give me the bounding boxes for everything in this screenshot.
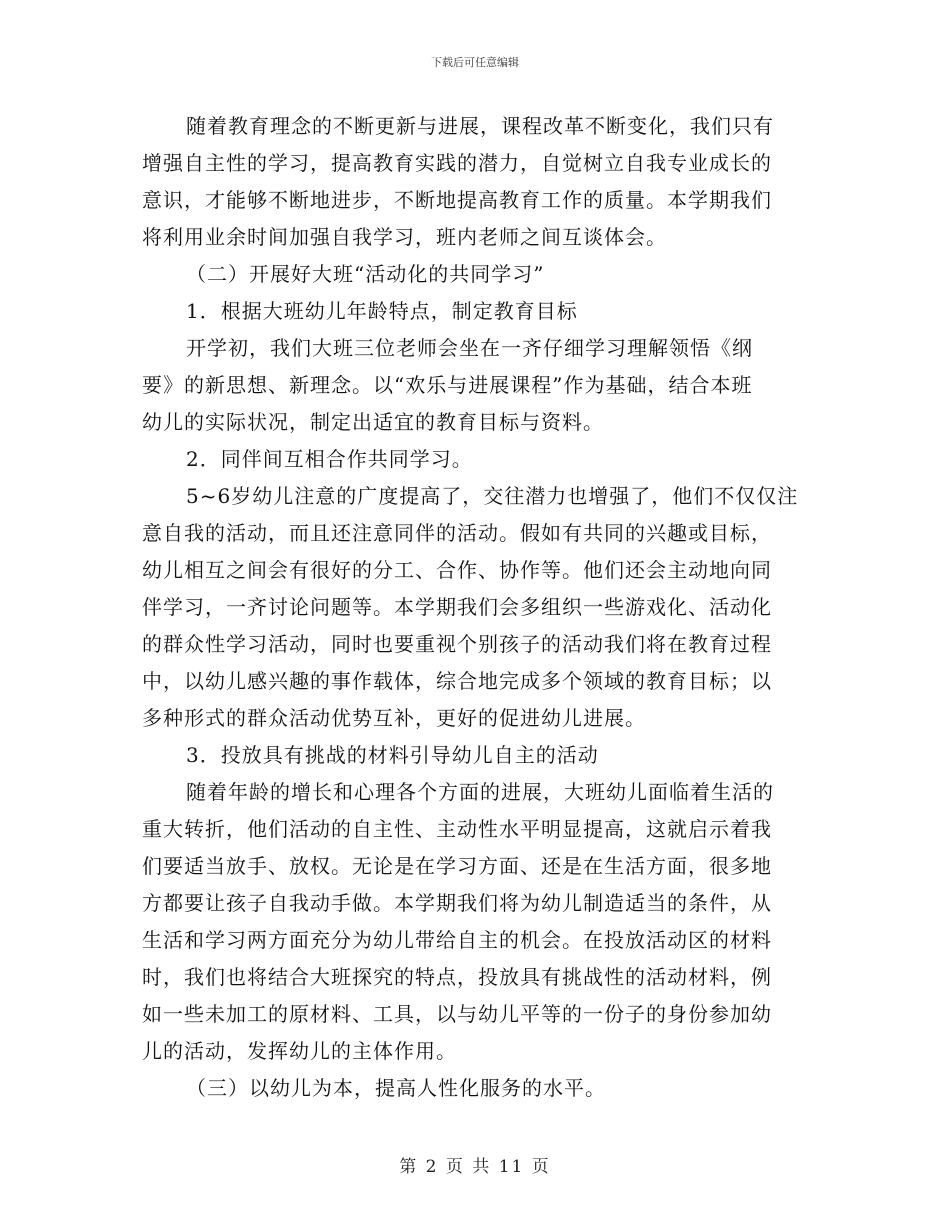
paragraph-line: 们要适当放手、放权。无论是在学习方面、还是在生活方面，很多地 bbox=[142, 854, 772, 878]
paragraph-line: 时，我们也将结合大班探究的特点，投放具有挑战性的活动材料，例 bbox=[142, 965, 772, 989]
paragraph-line: 中，以幼儿感兴趣的事作载体，综合地完成多个领域的教育目标；以 bbox=[142, 669, 772, 693]
paragraph-line: 意识，才能够不断地进步，不断地提高教育工作的质量。本学期我们 bbox=[142, 188, 772, 212]
section-heading: （三）以幼儿为本，提高人性化服务的水平。 bbox=[186, 1076, 606, 1100]
paragraph-line: 随着年龄的增长和心理各个方面的进展，大班幼儿面临着生活的 bbox=[186, 780, 774, 804]
section-heading: （二）开展好大班“活动化的共同学习” bbox=[186, 262, 545, 286]
paragraph-line: 5~6岁幼儿注意的广度提高了，交往潜力也增强了，他们不仅仅注 bbox=[186, 484, 799, 508]
paragraph-line: 如一些未加工的原材料、工具，以与幼儿平等的一份子的身份参加幼 bbox=[142, 1002, 772, 1026]
paragraph-line: 生活和学习两方面充分为幼儿带给自主的机会。在投放活动区的材料 bbox=[142, 928, 772, 952]
page-number-footer: 第 2 页 共 11 页 bbox=[399, 1157, 551, 1177]
subsection-heading: 2．同伴间互相合作共同学习。 bbox=[186, 447, 473, 471]
subsection-heading: 3．投放具有挑战的材料引导幼儿自主的活动 bbox=[186, 743, 599, 767]
paragraph-line: 儿的活动，发挥幼儿的主体作用。 bbox=[142, 1039, 457, 1063]
paragraph-line: 伴学习，一齐讨论问题等。本学期我们会多组织一些游戏化、活动化 bbox=[142, 595, 772, 619]
paragraph-line: 意自我的活动，而且还注意同伴的活动。假如有共同的兴趣或目标， bbox=[142, 521, 772, 545]
paragraph-line: 幼儿相互之间会有很好的分工、合作、协作等。他们还会主动地向同 bbox=[142, 558, 772, 582]
paragraph-line: 多种形式的群众活动优势互补，更好的促进幼儿进展。 bbox=[142, 706, 646, 730]
paragraph-line: 随着教育理念的不断更新与进展，课程改革不断变化，我们只有 bbox=[186, 114, 774, 138]
paragraph-line: 重大转折，他们活动的自主性、主动性水平明显提高，这就启示着我 bbox=[142, 817, 772, 841]
paragraph-line: 增强自主性的学习，提高教育实践的潜力，自觉树立自我专业成长的 bbox=[142, 151, 772, 175]
paragraph-line: 开学初，我们大班三位老师会坐在一齐仔细学习理解领悟《纲 bbox=[186, 336, 753, 360]
subsection-heading: 1．根据大班幼儿年龄特点，制定教育目标 bbox=[186, 299, 578, 323]
paragraph-line: 将利用业余时间加强自我学习，班内老师之间互谈体会。 bbox=[142, 225, 667, 249]
paragraph-line: 幼儿的实际状况，制定出适宜的教育目标与资料。 bbox=[142, 410, 604, 434]
paragraph-line: 方都要让孩子自我动手做。本学期我们将为幼儿制造适当的条件，从 bbox=[142, 891, 772, 915]
body-text bbox=[142, 108, 812, 1107]
header-note: 下载后可任意编辑 bbox=[431, 56, 519, 69]
paragraph-line: 要》的新思想、新理念。以“欢乐与进展课程”作为基础，结合本班 bbox=[142, 373, 753, 397]
paragraph-line: 的群众性学习活动，同时也要重视个别孩子的活动我们将在教育过程 bbox=[142, 632, 772, 656]
